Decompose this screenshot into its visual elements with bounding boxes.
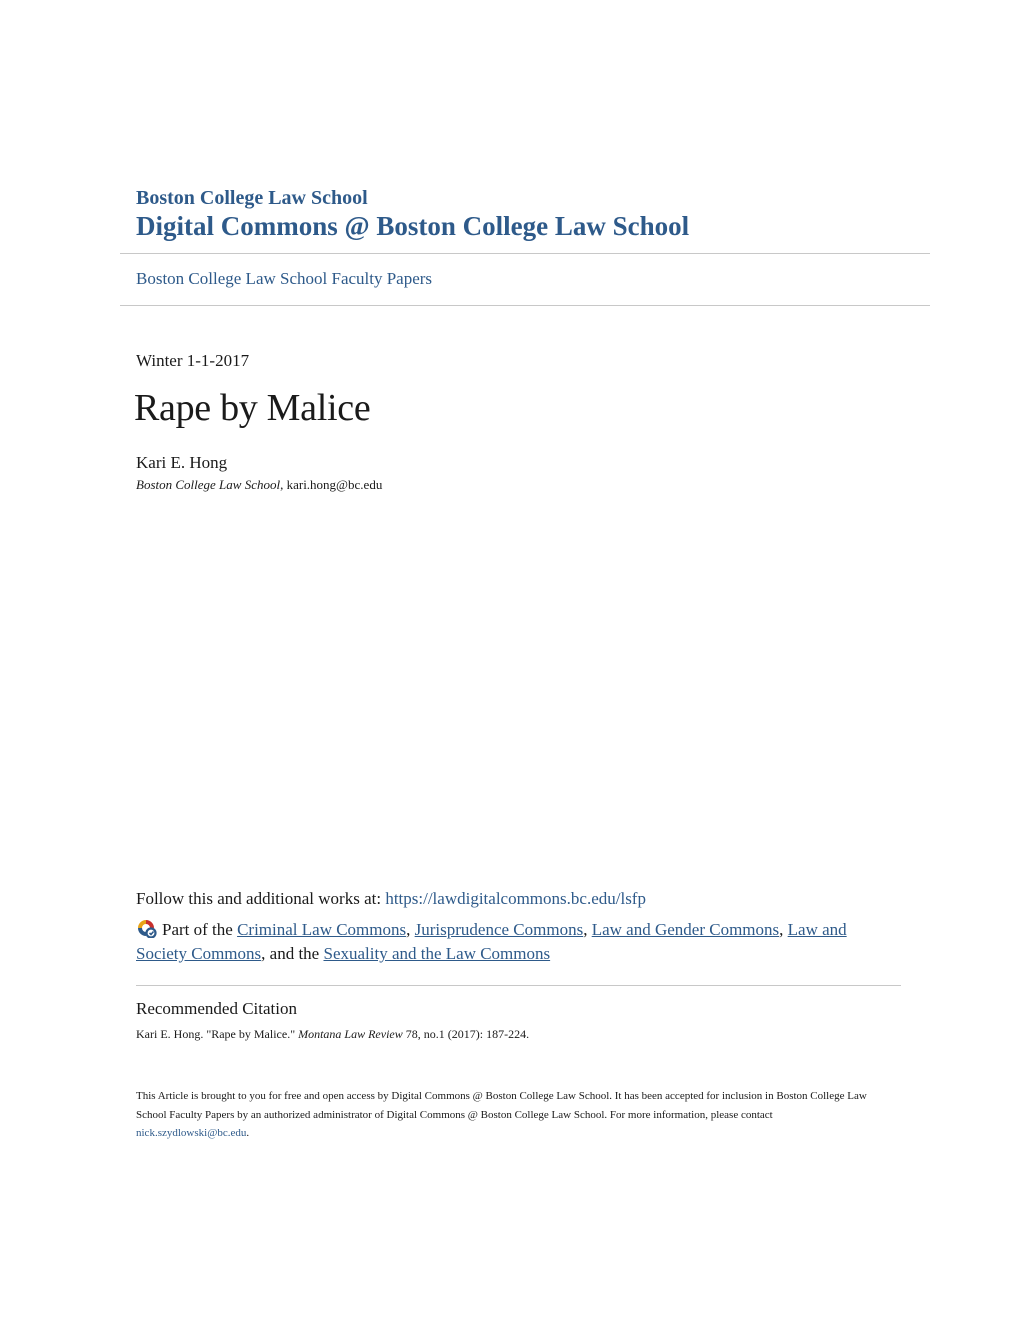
author-affiliation bbox=[136, 477, 382, 493]
author-email: kari.hong@bc.edu bbox=[286, 477, 383, 492]
publication-date: Winter 1-1-2017 bbox=[136, 351, 250, 370]
follow-line bbox=[136, 889, 646, 909]
citation-details: 78, no.1 (2017): 187-224. bbox=[402, 1027, 530, 1041]
follow-label: Follow this and additional works at: bbox=[136, 889, 386, 908]
contact-email-link[interactable]: nick.szydlowski@bc.edu bbox=[136, 1127, 247, 1139]
repository-header bbox=[136, 187, 689, 242]
author-name: Kari E. Hong bbox=[136, 453, 228, 472]
repository-link[interactable]: Digital Commons @ Boston College Law School bbox=[136, 211, 690, 241]
notice-end: . bbox=[246, 1127, 250, 1139]
separator: , bbox=[779, 920, 788, 939]
series-link[interactable]: Boston College Law School Faculty Papers bbox=[136, 269, 433, 288]
part-of-prefix: Part of the bbox=[162, 920, 238, 939]
divider bbox=[120, 305, 930, 306]
citation-authors: Kari E. Hong. "Rape by Malice." bbox=[136, 1027, 299, 1041]
discipline-link[interactable]: Law and Gender Commons bbox=[591, 920, 780, 939]
discipline-link[interactable]: Jurisprudence Commons bbox=[414, 920, 584, 939]
divider bbox=[120, 253, 930, 254]
citation-text bbox=[136, 1027, 529, 1042]
author-institution: Boston College Law School bbox=[136, 477, 281, 492]
collection-url-link[interactable]: https://lawdigitalcommons.bc.edu/lsfp bbox=[385, 889, 646, 908]
institution-link[interactable]: Boston College Law School bbox=[136, 187, 368, 209]
access-notice bbox=[136, 1087, 888, 1143]
network-icon bbox=[136, 918, 158, 938]
article-title: Rape by Malice bbox=[134, 387, 371, 429]
discipline-link[interactable]: Law and Society Commons bbox=[136, 920, 847, 963]
separator: , bbox=[406, 920, 415, 939]
citation-journal: Montana Law Review bbox=[298, 1027, 403, 1041]
citation-heading: Recommended Citation bbox=[136, 999, 297, 1018]
discipline-link[interactable]: Criminal Law Commons bbox=[237, 920, 407, 939]
affiliation-separator: , bbox=[280, 477, 287, 492]
separator: , bbox=[583, 920, 592, 939]
part-of-disciplines bbox=[136, 918, 888, 966]
discipline-link[interactable]: Sexuality and the Law Commons bbox=[323, 944, 551, 963]
notice-text: This Article is brought to you for free and open access by Digital Commons @ Boston College Law School. It has been accepted for inclusion in Boston College Law School Faculty Papers by an authorized administrator of Digital Commons @ Boston College Law School. For more information, please contact bbox=[136, 1090, 867, 1121]
separator: , and the bbox=[261, 944, 324, 963]
divider bbox=[136, 985, 901, 986]
